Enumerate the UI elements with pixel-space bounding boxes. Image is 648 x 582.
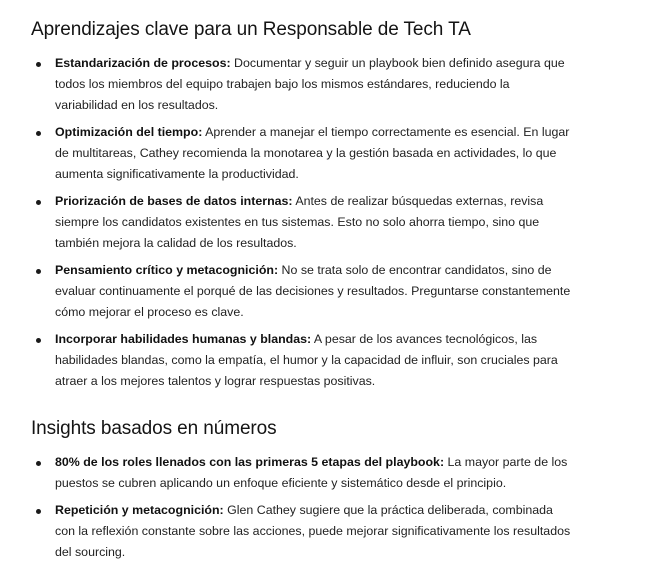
item-text: Glen Cathey sugiere que la práctica deliberada, combinada con la reflexión constante sobre las acciones, puede mejorar significativamente los resultados del sourcing.: [55, 503, 571, 559]
bullet-icon: [36, 62, 41, 67]
item-lead: Repetición y metacognición:: [55, 503, 224, 517]
bullet-icon: [36, 461, 41, 466]
item-text: A pesar de los avances tecnológicos, las habilidades blandas, como la empatía, el humor y la capacidad de influir, son cruciales para atraer a los mejores talentos y lograr respuestas positivas.: [55, 332, 558, 388]
item-text: Antes de realizar búsquedas externas, revisa siempre los candidatos existentes en tus sistemas. Esto no solo ahorra tiempo, sino que también mejora la calidad de los resultados.: [55, 194, 544, 250]
bullet-icon: [36, 338, 41, 343]
list-item: [31, 53, 571, 116]
list-item: [31, 329, 571, 392]
bullet-icon: [36, 509, 41, 514]
section-heading-numbers-insights: Insights basados en números: [31, 418, 277, 439]
list-item: [31, 260, 571, 323]
bullet-icon: [36, 200, 41, 205]
item-text: Aprender a manejar el tiempo correctamente es esencial. En lugar de multitareas, Cathey recomienda la monotarea y la gestión basada en actividades, lo que aumenta significativamente la productividad.: [55, 125, 570, 181]
item-text: La mayor parte de los puestos se cubren aplicando un enfoque eficiente y sistemático desde el principio.: [55, 455, 568, 490]
item-lead: Incorporar habilidades humanas y blandas:: [55, 332, 312, 346]
item-text: Documentar y seguir un playbook bien definido asegura que todos los miembros del equipo trabajen bajo los mismos estándares, reduciendo la variabilidad en los resultados.: [55, 56, 565, 112]
item-lead: 80% de los roles llenados con las primeras 5 etapas del playbook:: [55, 455, 445, 469]
list-item: [31, 500, 571, 563]
item-lead: Estandarización de procesos:: [55, 56, 231, 70]
bullet-icon: [36, 269, 41, 274]
key-learnings-list: [31, 53, 571, 398]
list-item: [31, 452, 571, 494]
list-item: [31, 122, 571, 185]
bullet-icon: [36, 131, 41, 136]
numbers-insights-list: [31, 452, 571, 569]
item-text: No se trata solo de encontrar candidatos, sino de evaluar continuamente el porqué de las decisiones y resultados. Preguntarse constantemente cómo mejorar el proceso es clave.: [55, 263, 571, 319]
item-lead: Pensamiento crítico y metacognición:: [55, 263, 279, 277]
item-lead: Optimización del tiempo:: [55, 125, 203, 139]
list-item: [31, 191, 571, 254]
section-heading-key-learnings: Aprendizajes clave para un Responsable de Tech TA: [31, 19, 471, 40]
item-lead: Priorización de bases de datos internas:: [55, 194, 293, 208]
